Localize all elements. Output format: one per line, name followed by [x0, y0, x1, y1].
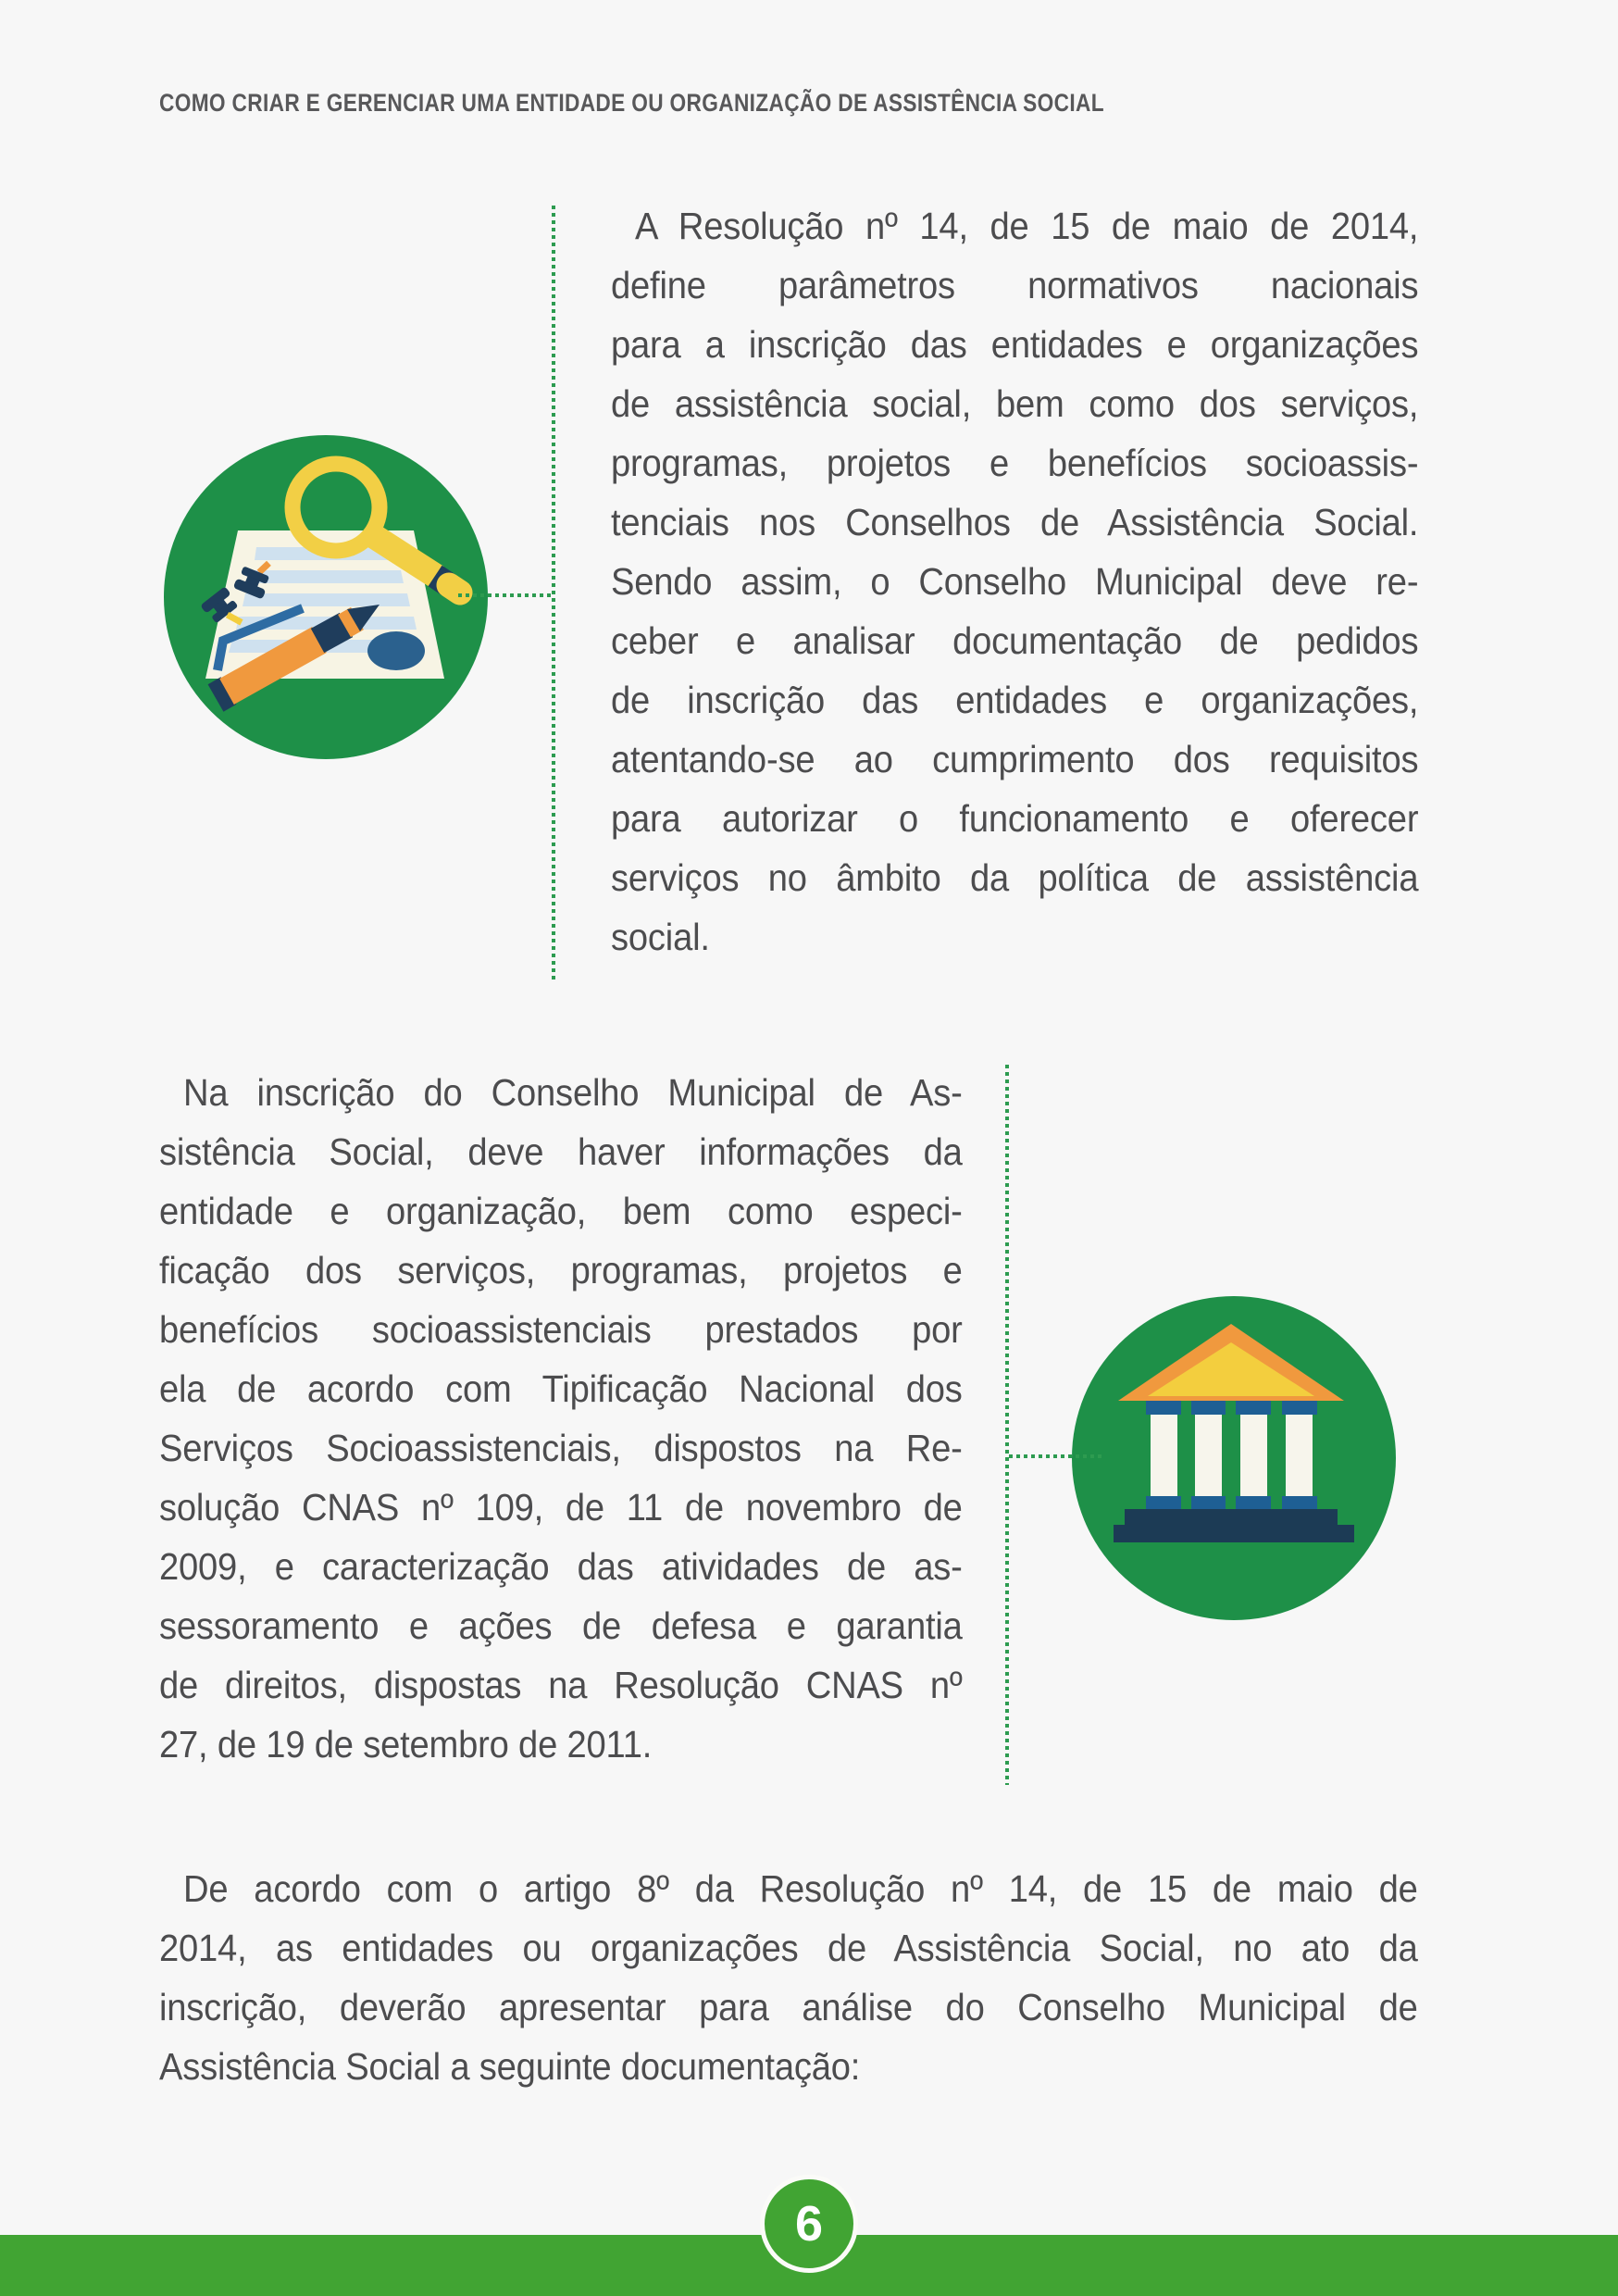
text-line: inscrição, deverão apresentar para análise do Conselho Municipal de	[159, 1986, 1418, 2028]
text-line: ela de acordo com Tipificação Nacional dos	[159, 1367, 963, 1410]
text-line: entidade e organização, bem como especi-	[159, 1190, 963, 1232]
text-line: 2009, e caracterização das atividades de as-	[159, 1545, 963, 1588]
text-line: Serviços Socioassistenciais, dispostos na Re-	[159, 1427, 963, 1469]
text-line: define parâmetros normativos nacionais	[611, 264, 1419, 306]
text-line: solução CNAS nº 109, de 11 de novembro de	[159, 1486, 963, 1529]
text-line: 2014, as entidades ou organizações de Assistência Social, no ato da	[159, 1927, 1418, 1969]
document-search-icon	[164, 435, 488, 759]
page-number: 6	[794, 2196, 824, 2252]
text-line: ficação dos serviços, programas, projetos e	[159, 1249, 963, 1292]
text-line: de inscrição das entidades e organizações,	[611, 679, 1419, 721]
text-line: benefícios socioassistenciais prestados por	[159, 1308, 963, 1351]
text-line: social.	[611, 916, 710, 958]
text-line: tenciais nos Conselhos de Assistência Social.	[611, 501, 1419, 543]
text-line: programas, projetos e benefícios socioassis-	[611, 442, 1419, 484]
institution-illustration	[1072, 1296, 1396, 1620]
page-header: COMO CRIAR E GERENCIAR UMA ENTIDADE OU ORGANIZAÇÃO DE ASSISTÊNCIA SOCIAL	[159, 89, 1104, 117]
text-line: De acordo com o artigo 8º da Resolução nº 14, de 15 de maio de	[183, 1867, 1418, 1910]
connector-dotted-line-horizontal	[458, 593, 554, 597]
paragraph-documentacao	[159, 1859, 1418, 2096]
text-line: para autorizar o funcionamento e oferecer	[611, 797, 1419, 840]
institution-building-icon	[1072, 1296, 1396, 1620]
paragraph-resolution-14	[611, 196, 1418, 967]
text-line: 27, de 19 de setembro de 2011.	[159, 1723, 653, 1766]
text-line: Na inscrição do Conselho Municipal de As-	[183, 1071, 963, 1114]
base-steps	[1114, 1509, 1354, 1542]
connector-dotted-line-horizontal	[1009, 1454, 1101, 1458]
text-line: sessoramento e ações de defesa e garantia	[159, 1604, 963, 1647]
text-line: sistência Social, deve haver informações da	[159, 1130, 963, 1173]
page-number-badge	[760, 2175, 858, 2273]
text-line: A Resolução nº 14, de 15 de maio de 2014,	[635, 205, 1419, 247]
text-line: serviços no âmbito da política de assistência	[611, 856, 1419, 899]
text-line: Sendo assim, o Conselho Municipal deve re-	[611, 560, 1419, 603]
text-line: ceber e analisar documentação de pedidos	[611, 619, 1419, 662]
text-line: de direitos, dispostas na Resolução CNAS nº	[159, 1664, 963, 1706]
text-line: Assistência Social a seguinte documentação:	[159, 2045, 861, 2088]
document-search-illustration	[164, 435, 488, 759]
text-line: para a inscrição das entidades e organizações	[611, 323, 1419, 366]
connector-dotted-line-vertical	[1005, 1065, 1009, 1785]
text-line: de assistência social, bem como dos serviços,	[611, 382, 1419, 425]
paragraph-inscricao	[159, 1063, 963, 1774]
text-line: atentando-se ao cumprimento dos requisitos	[611, 738, 1419, 780]
ink-seal	[367, 631, 425, 670]
